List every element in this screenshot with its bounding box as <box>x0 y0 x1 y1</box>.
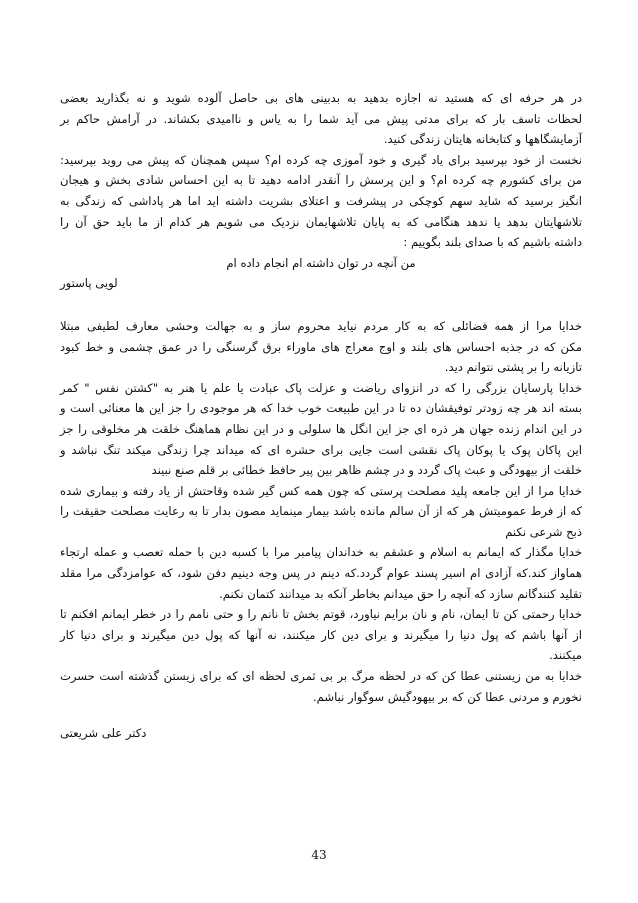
quote: من آنچه در توان داشته ام انجام داده ام <box>226 255 416 270</box>
text-line: تقلید کنندگانم سازد که آنچه را حق میدانم بخاطر آنکه بد میدانند کتمان نکنم. <box>219 586 582 601</box>
text-line: در این اندام زنده جهان هر ذره ای جز این انگل ها سلولی و در این نظام هماهنگ خلقت هر مخلوقی را جز <box>60 421 582 436</box>
section-gap <box>60 294 582 316</box>
text-line: خدایا مرا از همه فضائلی که به کار مردم نیاید محروم ساز و به جهالت وحشی معارف لطیفی مبتلا <box>60 318 582 333</box>
text-line: لحظات تاسف بار که برای مدتی پیش می آید شما را به یاس و ناامیدی بکشاند. در آرامش حاکم بر <box>60 111 582 126</box>
text-line: خدایا مگذار که ایمانم به اسلام و عشقم به خداندان پیامبر مرا با کسبه دین با حمله تعصب و عمله ارتجاء <box>60 545 582 560</box>
text-line: میکنند. <box>549 648 582 663</box>
text-line: خدایا به من زیستنی عطا کن که در لحظه مرگ بر بی ثمری لحظه ای که برای زیستن گذشته است حسرت <box>60 669 582 684</box>
intro-paragraph-2 <box>60 150 582 253</box>
text-line: انگیز برسید که شاید سهم کوچکی در پیشرفت و اعتلای بشریت داشته اید اما هر پاداشی که زندگی به <box>60 193 582 208</box>
text-line: خدایا مرا از این جامعه پلید مصلحت پرستی که چون همه کس گیر شده وقاحتش از یاد رفته و بیماری شده <box>60 483 582 498</box>
document-body <box>60 88 582 744</box>
text-line: این پاکان پوک یا پوکان پاک نقشی است جایی برای حشره ای که میداند چرا زندگی میکند تنگ نباشد و <box>60 442 582 457</box>
text-line: داشته باشیم که با صدای بلند بگوییم : <box>403 235 582 250</box>
text-line: خدایا رحمتی کن تا ایمان، نام و نان برایم نیاورد، قوتم بخش تا نانم را و حتی نامم را در خطر ایمانم افکنم تا <box>60 607 582 622</box>
text-line: تلاشهایتان بدهد یا ندهد هنگامی که به پایان تلاشهایمان نزدیک می شویم هر کدام از ما باید حق آن را <box>60 214 582 229</box>
text-line: آزمایشگاهها و کتابخانه هایتان زندگی کنید. <box>383 132 582 147</box>
prayer-text <box>60 316 582 707</box>
section-gap <box>60 707 582 723</box>
signature-shariati: دکتر علی شریعتی <box>60 726 147 741</box>
text-line: نخورم و مردنی عطا کن که بر بیهودگیش سوگوار نباشم. <box>313 689 582 704</box>
text-line: تازیانه را بر پشتی نتوانم دید. <box>444 360 582 375</box>
text-line: که از فرط عمومیتش هر که از آن سالم مانده باشد بیمار مینماید مصون بدار تا به رعایت مصلحت حقیقت را <box>60 504 582 519</box>
text-line: نخست از خود بپرسید برای یاد گیری و خود آموزی چه کرده ام؟ سپس همچنان که پیش می روید بپرسید: <box>60 152 582 167</box>
text-line: از آنها باشم که پول دنیا را میگیرند و برای دین کار میکنند، نه آنها که پول دین میگیرند و برای دنیا کار <box>60 627 582 642</box>
text-line: من برای کشورم چه کرده ام؟ و این پرسش را آنقدر ادامه دهید تا به این احساس شادی بخش و هیجان <box>60 173 582 188</box>
text-line: ذبح شرعی نکنم <box>505 524 582 539</box>
text-line: خدایا پارسایان بزرگی را که در انزوای ریاضت و عزلت پاک عبادت یا علم یا هنر به "کشتن نفس " کمر <box>60 380 582 395</box>
intro-paragraph-1 <box>60 88 582 150</box>
text-line: هماواز کند.که آزادی ام اسیر پسند عوام گردد.که دینم در پس وجه دینیم دفن شود، که عوامزدگی مرا مقلد <box>60 566 582 581</box>
text-line: بسته اند هر چه زودتر توفیقشان ده تا در این طبیعت خوب خدا که هر موجودی را جز این ها معنائی است و <box>60 401 582 416</box>
page-number: 43 <box>311 848 327 862</box>
text-line: خلقت از بیهودگی و عبث پاک گردد و در چشم ظاهر بین پیر حافظ خطائی بر قلم صنع نبیند <box>151 463 582 478</box>
signature-pasteur: لویی پاستور <box>60 276 118 291</box>
text-line: در هر حرفه ای که هستید نه اجازه بدهید به بدبینی های بی حاصل آلوده شوید و نه بگذارید بعضی <box>60 91 582 105</box>
text-line: مکن که در جذبه احساس های بلند و اوج معراج های ماوراء برق گرسنگی را در عمق چشمی و خط کبود <box>60 339 582 354</box>
